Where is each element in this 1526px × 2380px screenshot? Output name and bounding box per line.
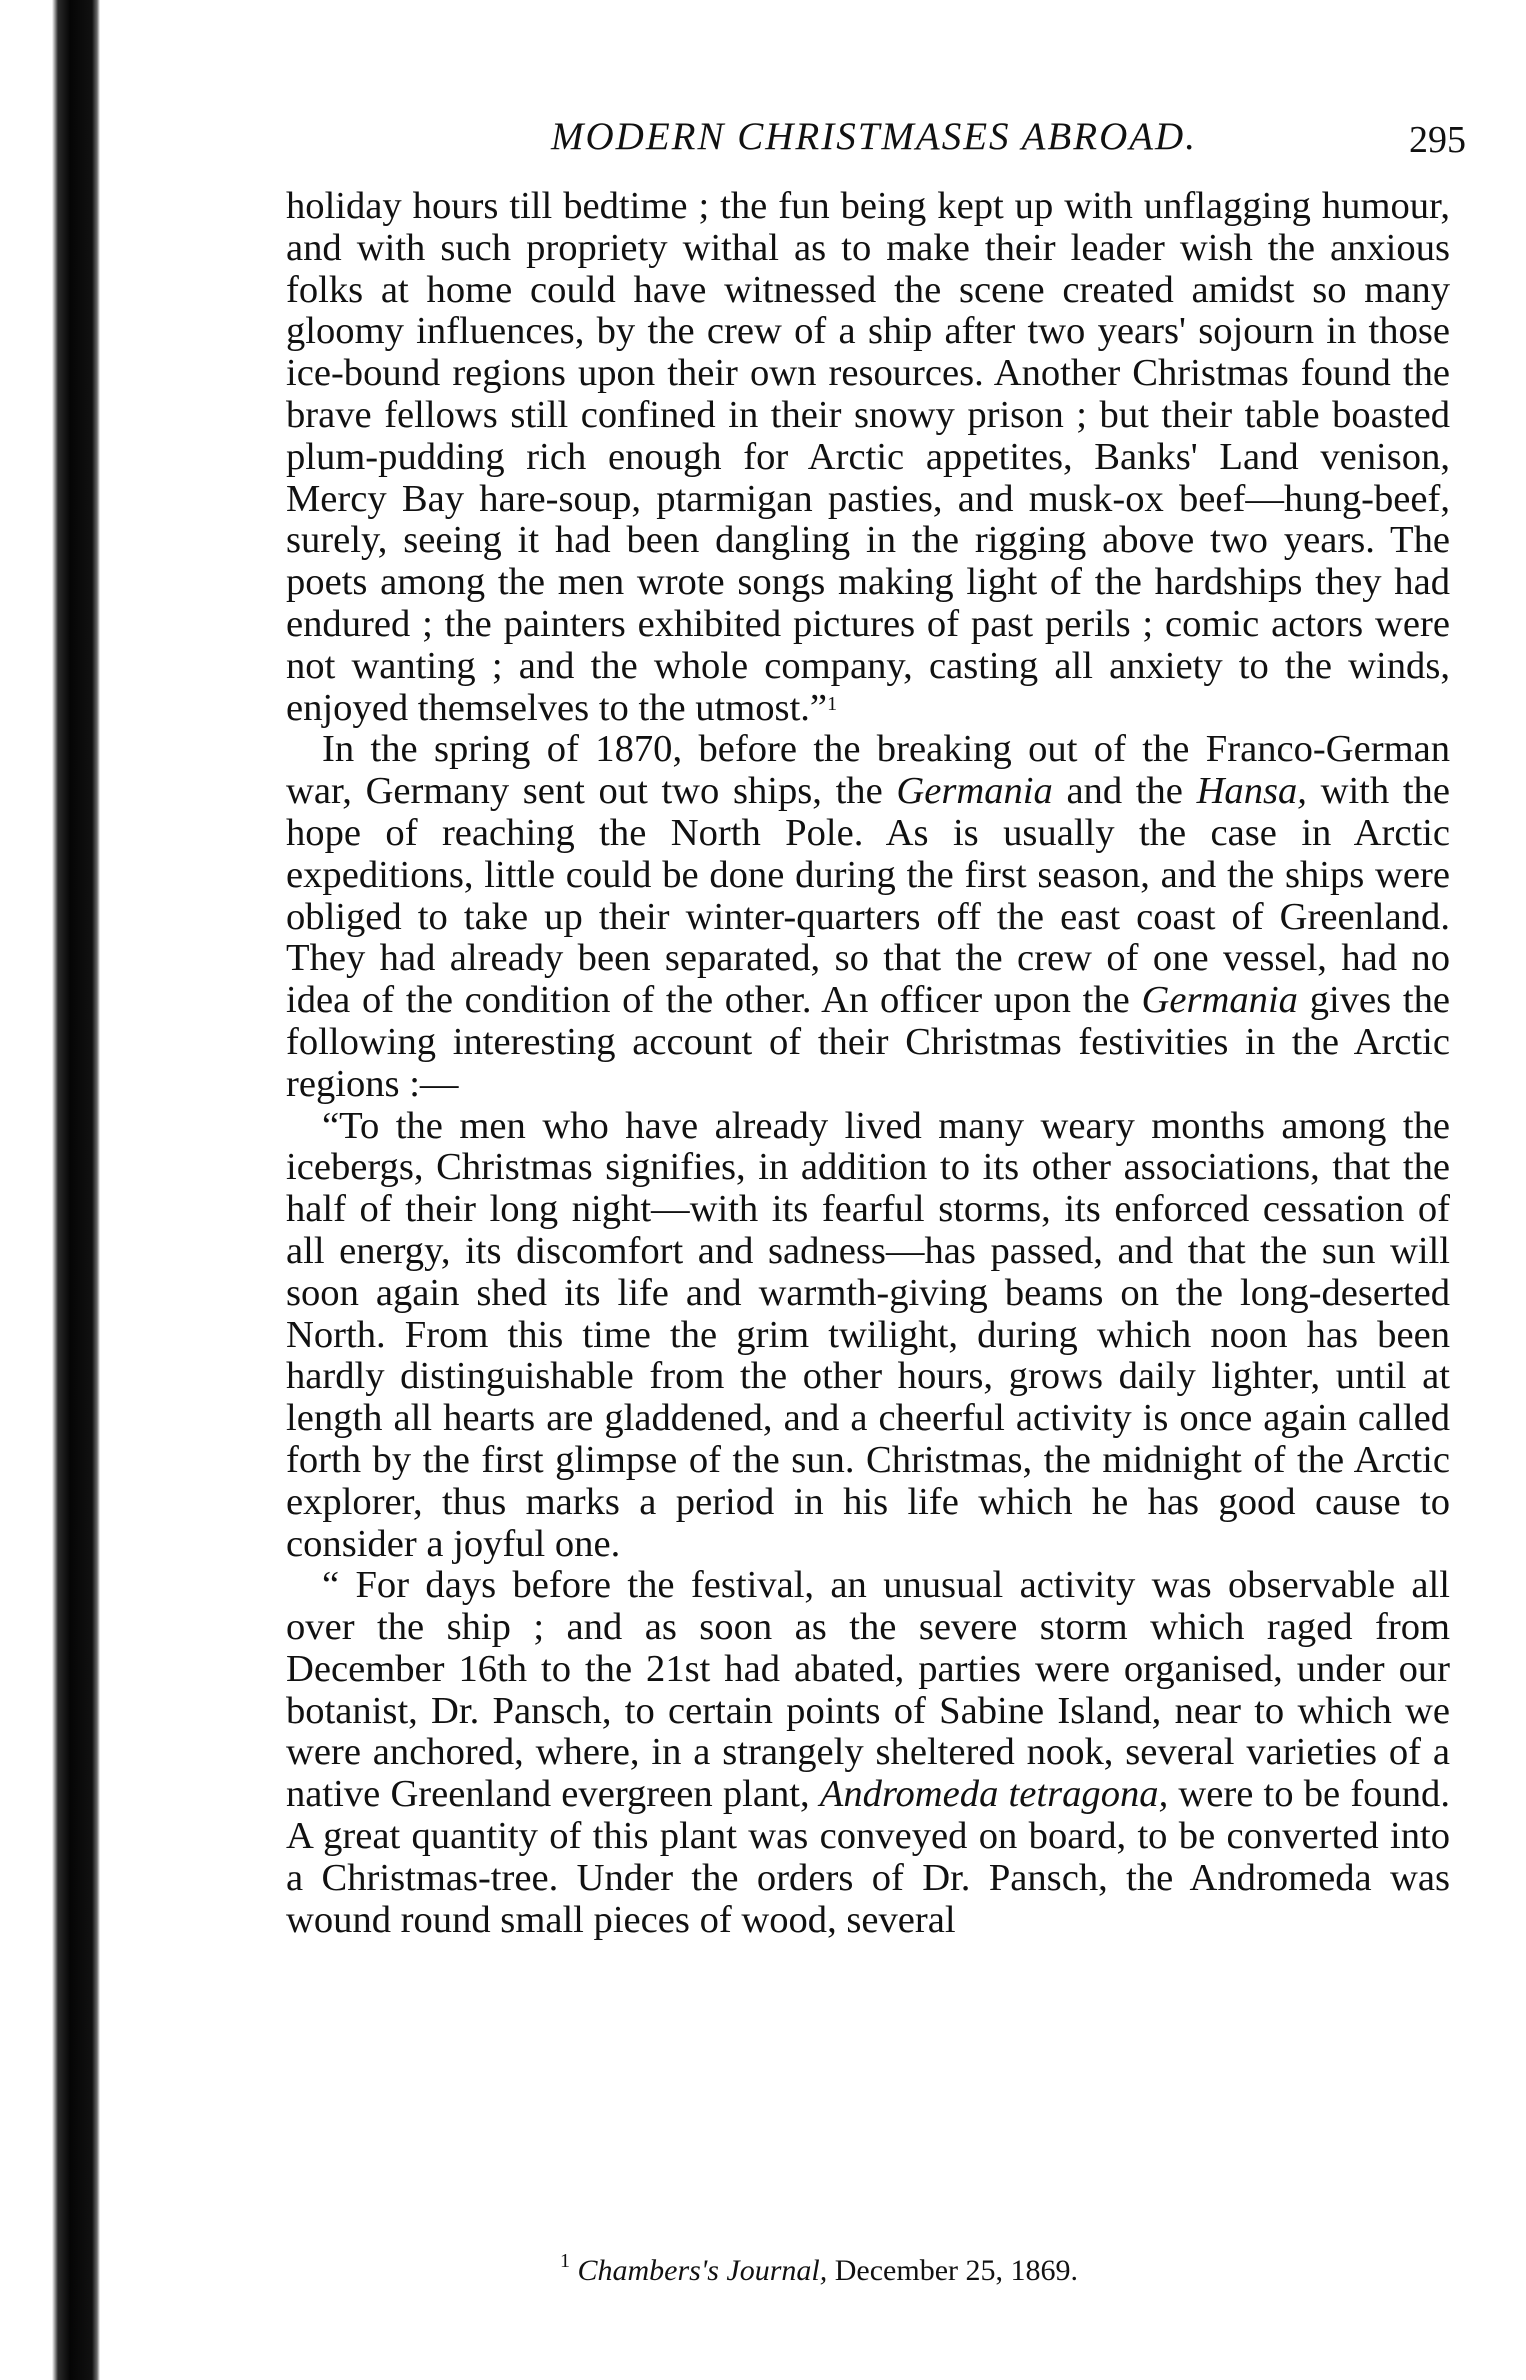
paragraph-3: “To the men who have already lived many weary months among the icebergs, Christmas signifies, in addition to its other associations, that the half of their long night—with its fearful storms, its enforced cessation of all energy, its discomfort and sadness—has passed, and that the sun will soon again shed its life and warmth-giving beams on the long-deserted North. From this time the grim twilight, during which noon has been hardly distinguishable from the other hours, grows daily lighter, until at length all hearts are gladdened, and a cheerful activity is once again called forth by the first glimpse of the sun. Christmas, the midnight of the Arctic explorer, thus marks a period in his life which he has good cause to consider a joyful one. xyxy=(286,1104,1450,1565)
footnote-journal: Chambers's Journal, xyxy=(577,2254,828,2287)
paragraph-2 xyxy=(286,729,1450,1105)
paragraph-2-text-b: and the xyxy=(1066,770,1183,813)
footnote-reference: 1 xyxy=(827,692,838,715)
ship-name-hansa: Hansa, xyxy=(1196,770,1307,813)
footnote xyxy=(560,2250,1079,2288)
body-text xyxy=(286,186,1450,1941)
running-title: MODERN CHRISTMASES ABROAD. xyxy=(551,115,1197,158)
paragraph-2-text-c: with the hope of reaching the North Pole. As is usually the case in Arctic expeditions, little could be done during the first season, and the ships were obliged to take up their winter-quarters off the east coast of Greenland. They had already been separated, so that the crew of one vessel, had no idea of the condition of the other. An officer upon the xyxy=(286,770,1450,1022)
paragraph-4-text-b: were to be found. A great quantity of this plant was conveyed on board, to be converted into a Christmas-tree. Under the orders of Dr. Pansch, the Andromeda was wound round small pieces of wood, several xyxy=(286,1773,1450,1941)
plant-name: Andromeda tetragona, xyxy=(819,1773,1169,1816)
paragraph-1 xyxy=(286,186,1450,729)
paragraph-4 xyxy=(286,1565,1450,1941)
paragraph-2-text-a: In the spring of 1870, before the breaking out of the Franco-German war, Germany sent out two ships, the xyxy=(286,728,1450,813)
page-number: 295 xyxy=(1409,119,1466,161)
footnote-date: December 25, 1869. xyxy=(834,2254,1079,2287)
book-binding-shadow xyxy=(0,0,100,2380)
paragraph-4-text-a: “ For days before the festival, an unusual activity was observable all over the ship ; and as soon as the severe storm which raged from December 16th to the 21st had abated, parties were organised, under our botanist, Dr. Pansch, to certain points of Sabine Island, near to which we were anchored, where, in a strangely sheltered nook, several varieties of a native Greenland evergreen plant, xyxy=(286,1564,1450,1816)
ship-name-germania-2: Germania xyxy=(1141,979,1298,1022)
ship-name-germania: Germania xyxy=(896,770,1053,813)
page-header xyxy=(282,110,1466,170)
paragraph-1-text: holiday hours till bedtime ; the fun being kept up with unflagging humour, and with such propriety withal as to make their leader wish the anxious folks at home could have witnessed the scene created amidst so many gloomy influences, by the crew of a ship after two years' sojourn in those ice-bound regions upon their own resources. Another Christmas found the brave fellows still confined in their snowy prison ; but their table boasted plum-pudding rich enough for Arctic appetites, Banks' Land venison, Mercy Bay hare-soup, ptarmigan pasties, and musk-ox beef—hung-beef, surely, seeing it had been dangling in the rigging above two years. The poets among the men wrote songs making light of the hardships they had endured ; the painters exhibited pictures of past perils ; comic actors were not wanting ; and the whole company, casting all anxiety to the winds, enjoyed themselves to the utmost.” xyxy=(286,185,1450,729)
footnote-marker: 1 xyxy=(560,2250,570,2272)
paragraph-2-text-d: gives the following interesting account of their Christmas festivities in the Arctic regions :— xyxy=(286,979,1450,1105)
